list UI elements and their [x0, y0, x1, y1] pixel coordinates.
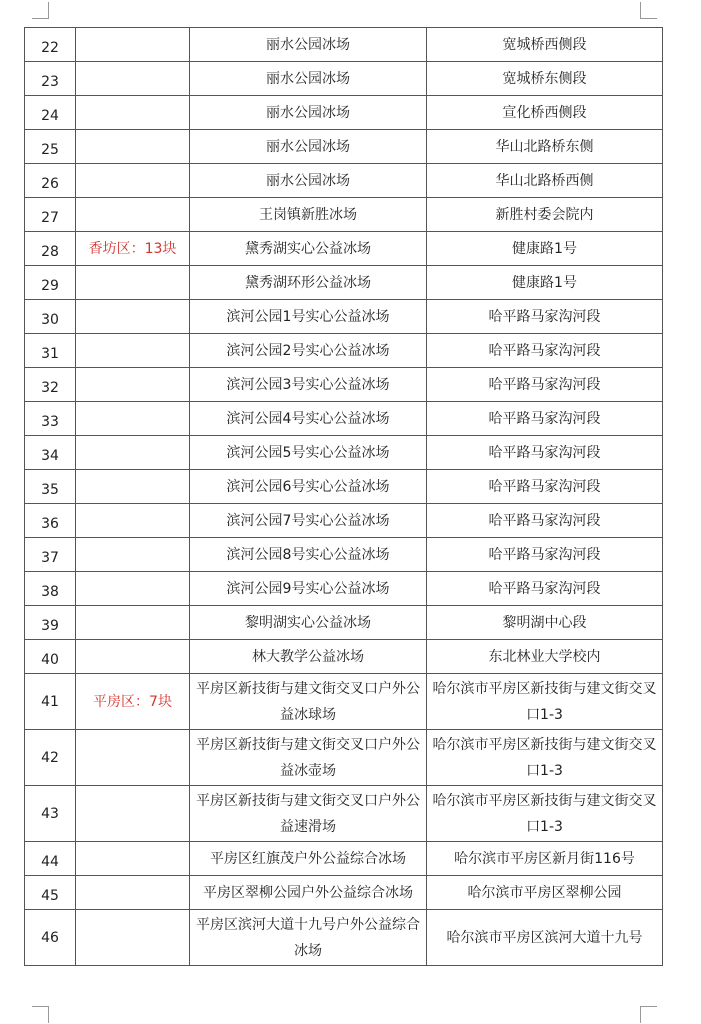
- district-cell: [76, 198, 190, 232]
- rink-address: 哈平路马家沟河段: [427, 368, 663, 402]
- rink-address: 新胜村委会院内: [427, 198, 663, 232]
- rink-address: 健康路1号: [427, 266, 663, 300]
- rink-name: 丽水公园冰场: [190, 130, 427, 164]
- rink-name: 滨河公园9号实心公益冰场: [190, 572, 427, 606]
- rink-address: 哈平路马家沟河段: [427, 470, 663, 504]
- district-cell: [76, 164, 190, 198]
- table-row: [25, 786, 663, 842]
- district-cell: [76, 266, 190, 300]
- row-number: 40: [25, 640, 76, 674]
- table-row: [25, 470, 663, 504]
- rink-address: 哈尔滨市平房区新技街与建文街交叉口1-3: [427, 786, 663, 842]
- district-cell: [76, 910, 190, 966]
- rink-address: 华山北路桥东侧: [427, 130, 663, 164]
- district-cell: [76, 572, 190, 606]
- row-number: 25: [25, 130, 76, 164]
- district-cell: [76, 504, 190, 538]
- rink-name: 黛秀湖实心公益冰场: [190, 232, 427, 266]
- rink-address: 健康路1号: [427, 232, 663, 266]
- rink-address: 哈尔滨市平房区滨河大道十九号: [427, 910, 663, 966]
- row-number: 24: [25, 96, 76, 130]
- page-corner-mark-bottom-right: [640, 1006, 657, 1023]
- rink-name: 王岗镇新胜冰场: [190, 198, 427, 232]
- rink-name: 丽水公园冰场: [190, 28, 427, 62]
- rink-address: 哈平路马家沟河段: [427, 300, 663, 334]
- district-cell: [76, 470, 190, 504]
- district-cell: [76, 402, 190, 436]
- row-number: 43: [25, 786, 76, 842]
- row-number: 22: [25, 28, 76, 62]
- row-number: 42: [25, 730, 76, 786]
- rink-name: 丽水公园冰场: [190, 164, 427, 198]
- table-row: [25, 842, 663, 876]
- row-number: 39: [25, 606, 76, 640]
- district-label-xiangfang: 香坊区：13块: [76, 232, 190, 266]
- table-row: [25, 876, 663, 910]
- row-number: 35: [25, 470, 76, 504]
- rink-name: 平房区红旗茂户外公益综合冰场: [190, 842, 427, 876]
- row-number: 29: [25, 266, 76, 300]
- district-cell: [76, 130, 190, 164]
- table-row: [25, 402, 663, 436]
- rink-name: 滨河公园5号实心公益冰场: [190, 436, 427, 470]
- district-cell: [76, 786, 190, 842]
- table-row: [25, 164, 663, 198]
- table-row: [25, 640, 663, 674]
- rink-name: 滨河公园7号实心公益冰场: [190, 504, 427, 538]
- table-row: [25, 910, 663, 966]
- rink-name: 平房区新技街与建文街交叉口户外公益速滑场: [190, 786, 427, 842]
- table-row: [25, 96, 663, 130]
- row-number: 37: [25, 538, 76, 572]
- row-number: 34: [25, 436, 76, 470]
- district-cell: [76, 368, 190, 402]
- district-cell: [76, 96, 190, 130]
- district-cell: [76, 436, 190, 470]
- row-number: 31: [25, 334, 76, 368]
- rink-name: 滨河公园1号实心公益冰场: [190, 300, 427, 334]
- row-number: 41: [25, 674, 76, 730]
- district-cell: [76, 538, 190, 572]
- rink-name: 林大教学公益冰场: [190, 640, 427, 674]
- table-row: [25, 572, 663, 606]
- rink-address: 哈尔滨市平房区翠柳公园: [427, 876, 663, 910]
- row-number: 27: [25, 198, 76, 232]
- rink-address: 东北林业大学校内: [427, 640, 663, 674]
- rink-address: 哈平路马家沟河段: [427, 538, 663, 572]
- row-number: 32: [25, 368, 76, 402]
- rink-name: 丽水公园冰场: [190, 96, 427, 130]
- rink-name: 滨河公园6号实心公益冰场: [190, 470, 427, 504]
- table-row: [25, 368, 663, 402]
- table-row: [25, 674, 663, 730]
- table-row: [25, 62, 663, 96]
- table-row: [25, 334, 663, 368]
- row-number: 45: [25, 876, 76, 910]
- rink-name: 平房区新技街与建文街交叉口户外公益冰球场: [190, 674, 427, 730]
- row-number: 36: [25, 504, 76, 538]
- page-corner-mark-top-right: [640, 2, 657, 19]
- rink-name: 丽水公园冰场: [190, 62, 427, 96]
- row-number: 26: [25, 164, 76, 198]
- rink-address: 哈平路马家沟河段: [427, 334, 663, 368]
- rink-name: 平房区新技街与建文街交叉口户外公益冰壶场: [190, 730, 427, 786]
- table-row: [25, 232, 663, 266]
- rink-address: 哈平路马家沟河段: [427, 402, 663, 436]
- table-row: [25, 436, 663, 470]
- district-cell: [76, 842, 190, 876]
- row-number: 38: [25, 572, 76, 606]
- rink-address: 华山北路桥西侧: [427, 164, 663, 198]
- rink-address: 宽城桥西侧段: [427, 28, 663, 62]
- district-cell: [76, 730, 190, 786]
- rink-name: 滨河公园3号实心公益冰场: [190, 368, 427, 402]
- rink-address: 哈平路马家沟河段: [427, 504, 663, 538]
- table-row: [25, 504, 663, 538]
- rink-address: 哈平路马家沟河段: [427, 572, 663, 606]
- rink-name: 滨河公园4号实心公益冰场: [190, 402, 427, 436]
- table-row: [25, 198, 663, 232]
- district-label-pingfang: 平房区：7块: [76, 674, 190, 730]
- rink-address: 哈尔滨市平房区新技街与建文街交叉口1-3: [427, 730, 663, 786]
- rink-name: 黛秀湖环形公益冰场: [190, 266, 427, 300]
- table-row: [25, 28, 663, 62]
- district-cell: [76, 334, 190, 368]
- table-row: [25, 606, 663, 640]
- table-row: [25, 130, 663, 164]
- rink-name: 黎明湖实心公益冰场: [190, 606, 427, 640]
- rink-address: 宽城桥东侧段: [427, 62, 663, 96]
- table-row: [25, 300, 663, 334]
- district-cell: [76, 300, 190, 334]
- row-number: 33: [25, 402, 76, 436]
- rink-address: 哈尔滨市平房区新技街与建文街交叉口1-3: [427, 674, 663, 730]
- rink-name: 平房区翠柳公园户外公益综合冰场: [190, 876, 427, 910]
- district-cell: [76, 606, 190, 640]
- table-row: [25, 538, 663, 572]
- ice-rink-table: [24, 27, 663, 966]
- table-row: [25, 266, 663, 300]
- rink-name: 滨河公园2号实心公益冰场: [190, 334, 427, 368]
- district-cell: [76, 28, 190, 62]
- rink-name: 滨河公园8号实心公益冰场: [190, 538, 427, 572]
- rink-address: 宣化桥西侧段: [427, 96, 663, 130]
- table-row: [25, 730, 663, 786]
- page-corner-mark-bottom-left: [32, 1006, 49, 1023]
- row-number: 46: [25, 910, 76, 966]
- district-cell: [76, 640, 190, 674]
- district-cell: [76, 876, 190, 910]
- rink-address: 哈尔滨市平房区新月街116号: [427, 842, 663, 876]
- rink-address: 哈平路马家沟河段: [427, 436, 663, 470]
- district-cell: [76, 62, 190, 96]
- row-number: 44: [25, 842, 76, 876]
- rink-address: 黎明湖中心段: [427, 606, 663, 640]
- row-number: 28: [25, 232, 76, 266]
- rink-name: 平房区滨河大道十九号户外公益综合冰场: [190, 910, 427, 966]
- row-number: 30: [25, 300, 76, 334]
- row-number: 23: [25, 62, 76, 96]
- page-corner-mark-top-left: [32, 2, 49, 19]
